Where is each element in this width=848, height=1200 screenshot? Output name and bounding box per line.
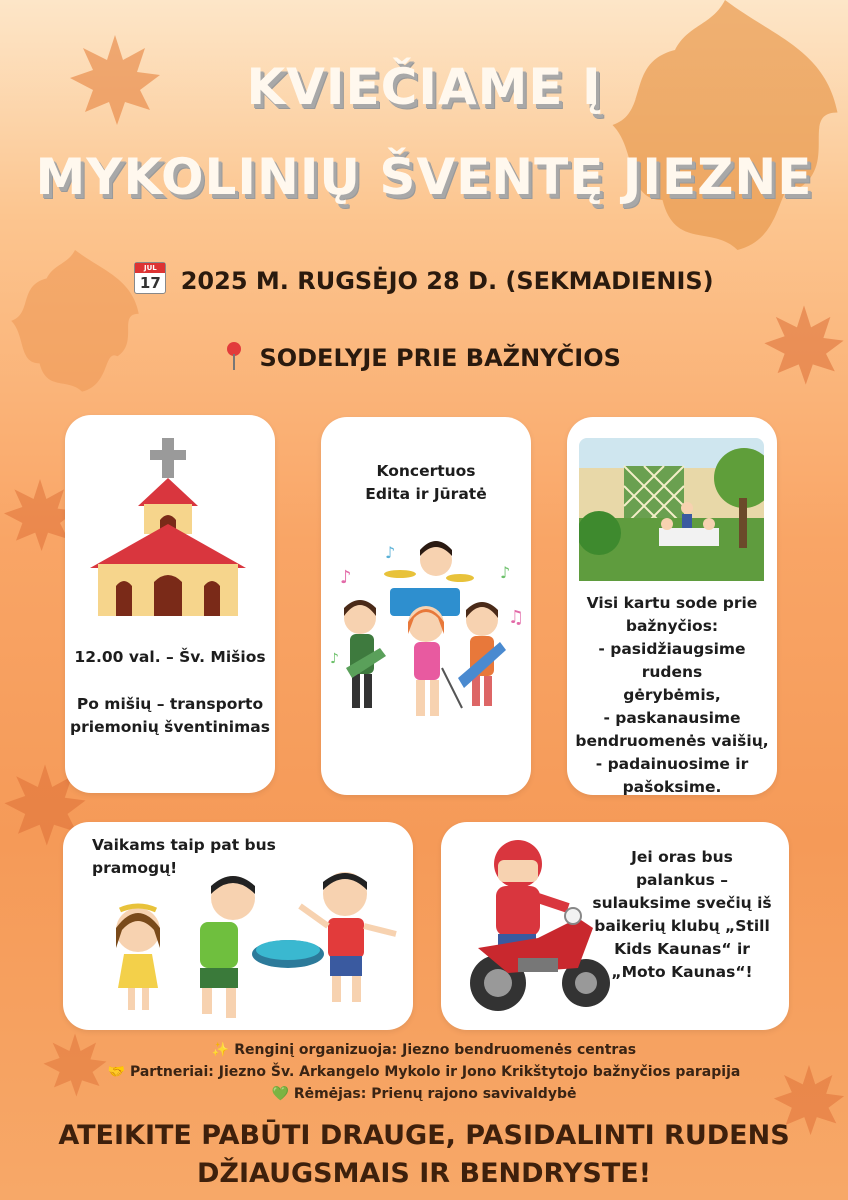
- date-row: [0, 262, 848, 295]
- svg-text:♫: ♫: [508, 607, 525, 628]
- bikers-line: Jei oras bus: [631, 848, 733, 866]
- calendar-icon: [134, 262, 166, 294]
- closing-line-2: DŽIAUGSMAIS IR BENDRYSTE!: [196, 1158, 652, 1189]
- title-line-2: MYKOLINIŲ ŠVENTĘ JIEZNE: [35, 148, 813, 206]
- garden-line: bažnyčios:: [625, 617, 719, 635]
- svg-text:♪: ♪: [500, 563, 511, 582]
- svg-text:♪: ♪: [340, 567, 352, 588]
- garden-line: - padainuosime ir: [595, 755, 749, 773]
- pin-icon: [227, 342, 241, 370]
- kids-playing-illustration: [100, 868, 405, 1023]
- band-illustration: [330, 538, 525, 728]
- mass-time: 12.00 val. – Šv. Mišios: [74, 648, 266, 666]
- garden-text: [567, 592, 777, 799]
- location-row: [0, 342, 848, 372]
- concert-performers: Edita ir Jūratė: [365, 485, 487, 503]
- event-date: 2025 M. RUGSĖJO 28 D. (SEKMADIENIS): [180, 267, 714, 295]
- church-icon: [88, 436, 248, 621]
- bikers-line: „Moto Kaunas“!: [611, 963, 753, 981]
- calendar-day: 17: [139, 274, 161, 292]
- organizer-line: ✨ Renginį organizuoja: Jiezno bendruomenės centras: [211, 1042, 637, 1058]
- kids-line-1: Vaikams taip pat bus: [92, 836, 276, 854]
- garden-line: gėrybėmis,: [623, 686, 721, 704]
- garden-line: - paskanausime: [603, 709, 741, 727]
- bikers-line: Kids Kaunas“ ir: [614, 940, 750, 958]
- partners-line: 🤝 Partneriai: Jiezno Šv. Arkangelo Mykolo ir Jono Krikštytojo bažnyčios parapija: [107, 1064, 741, 1080]
- bikers-text: [582, 846, 782, 984]
- bikers-line: palankus –: [635, 871, 729, 889]
- calendar-month: JUL: [135, 263, 165, 273]
- vehicle-blessing-line-2: priemonių šventinimas: [70, 718, 270, 736]
- garden-line: - pasidžiaugsime rudens: [598, 640, 746, 681]
- closing-line-1: ATEIKITE PABŪTI DRAUGE, PASIDALINTI RUDENS: [58, 1120, 790, 1151]
- garden-line: bendruomenės vaišių,: [575, 732, 769, 750]
- concert-line-1: Koncertuos: [376, 462, 476, 480]
- bikers-line: sulauksime svečių iš: [592, 894, 772, 912]
- sponsor-line: 💚 Rėmėjas: Prienų rajono savivaldybė: [271, 1086, 577, 1102]
- garden-line: pašoksime.: [622, 778, 722, 796]
- garden-line: Visi kartu sode prie: [586, 594, 758, 612]
- event-location: SODELYJE PRIE BAŽNYČIOS: [259, 344, 621, 372]
- title-line-1: KVIEČIAME Į: [246, 58, 602, 116]
- bikers-line: baikerių klubų „Still: [594, 917, 770, 935]
- svg-text:♪: ♪: [385, 543, 396, 562]
- garden-picnic-illustration: [579, 438, 764, 581]
- kids-line-2: pramogų!: [92, 859, 178, 877]
- svg-text:♪: ♪: [330, 651, 339, 667]
- vehicle-blessing-line-1: Po mišių – transporto: [76, 695, 264, 713]
